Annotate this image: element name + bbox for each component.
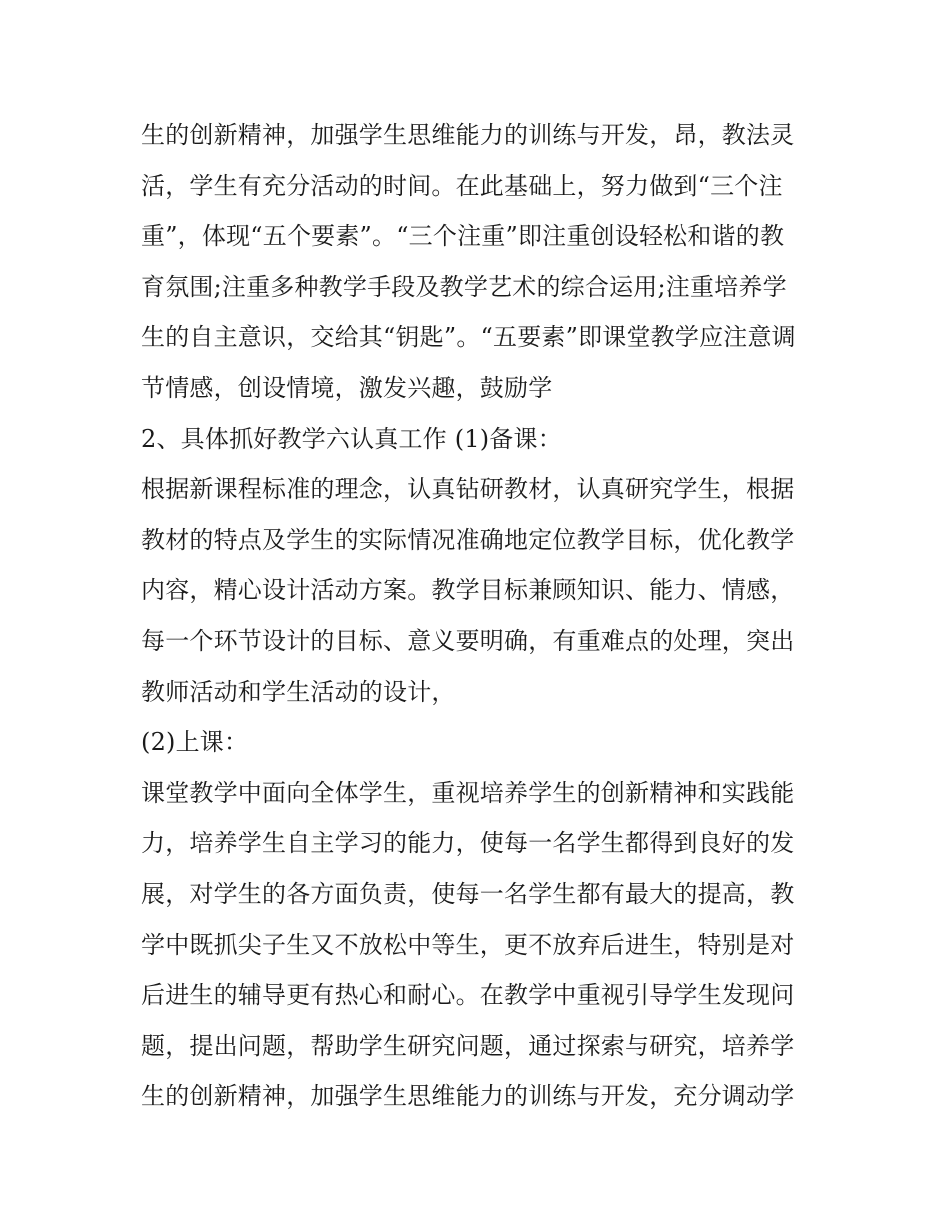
text-line: 力，培养学生自主学习的能力，使每一名学生都得到良好的发 [141,829,795,858]
text-line: 学中既抓尖子生又不放松中等生，更不放弃后进生，特别是对 [141,930,795,959]
text-line: 课堂教学中面向全体学生，重视培养学生的创新精神和实践能 [141,778,795,807]
text-line: 教师活动和学生活动的设计， [141,677,456,706]
text-line: 生的创新精神，加强学生思维能力的训练与开发，充分调动学 [141,1082,795,1111]
text-line: 节情感，创设情境，激发兴趣，鼓励学 [141,373,553,402]
text-line: 题，提出问题，帮助学生研究问题，通过探索与研究，培养学 [141,1031,795,1060]
text-line: 生的自主意识，交给其“钥匙”。“五要素”即课堂教学应注意调 [141,323,796,352]
text-line: 内容，精心设计活动方案。教学目标兼顾知识、能力、情感， [141,576,795,605]
text-line: 教材的特点及学生的实际情况准确地定位教学目标，优化教学 [141,525,795,554]
text-line: 根据新课程标准的理念，认真钻研教材，认真研究学生，根据 [141,475,795,504]
text-line: 生的创新精神，加强学生思维能力的训练与开发，昂，教法灵 [141,121,795,149]
text-line: 育氛围;注重多种教学手段及教学艺术的综合运用;注重培养学 [141,272,787,301]
text-line: 后进生的辅导更有热心和耐心。在教学中重视引导学生发现问 [141,981,795,1010]
text-line: 重”，体现“五个要素”。“三个注重”即注重创设轻松和谐的教 [141,222,785,251]
text-line: 每一个环节设计的目标、意义要明确，有重难点的处理，突出 [141,626,795,655]
text-line: 活，学生有充分活动的时间。在此基础上，努力做到“三个注 [141,171,783,200]
text-line: 展，对学生的各方面负责，使每一名学生都有最大的提高，教 [141,879,795,908]
section-heading: 2、具体抓好教学六认真工作 (1)备课： [141,424,562,453]
document-body [141,110,816,1122]
subsection-heading: (2)上课： [141,728,249,757]
